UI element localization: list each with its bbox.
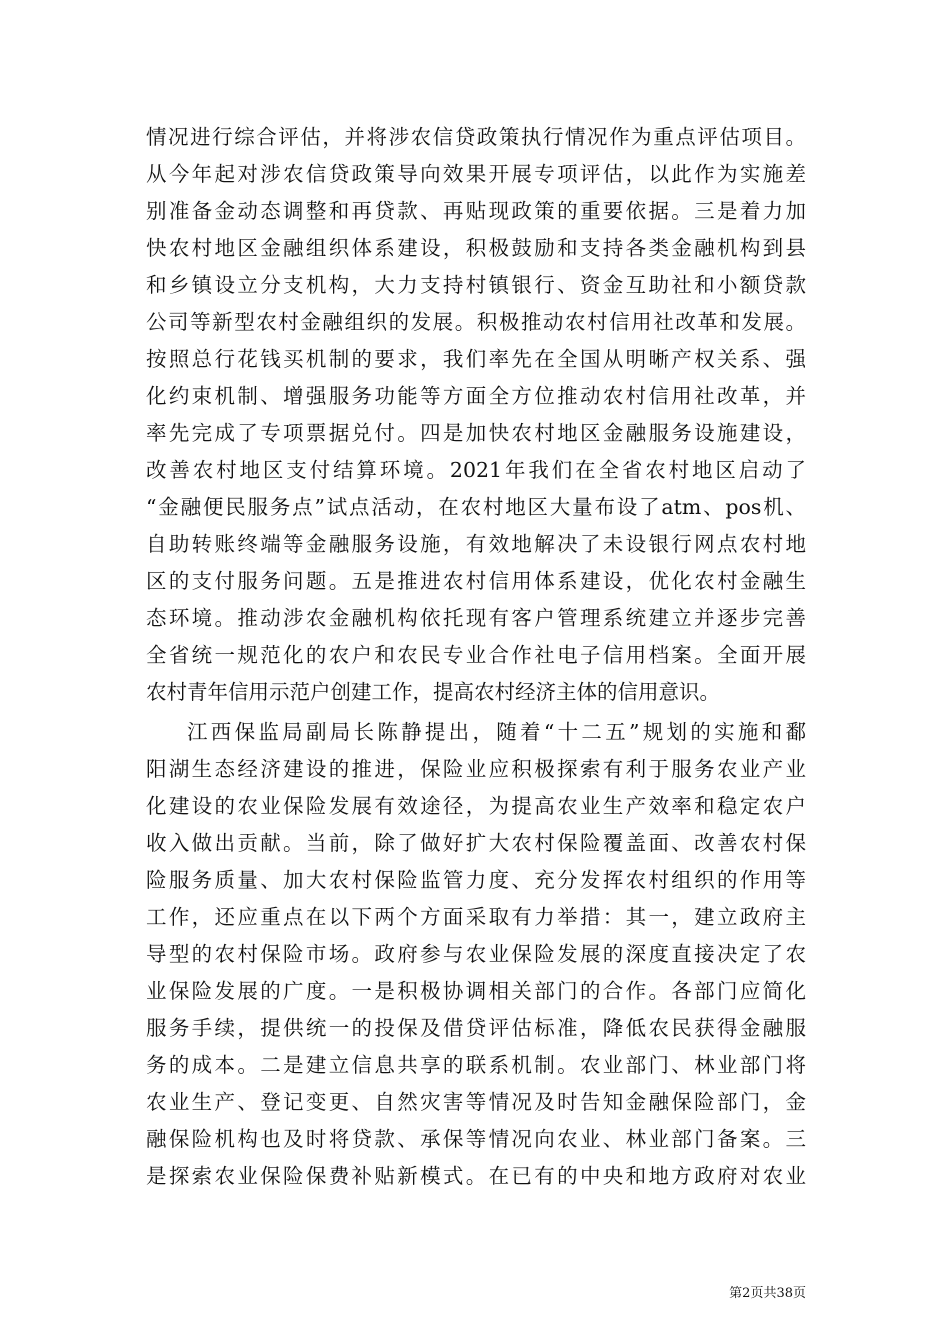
body-line: 险服务质量、加大农村保险监管力度、充分发挥农村组织的作用等 bbox=[146, 868, 806, 892]
body-line: 服务手续，提供统一的投保及借贷评估标准，降低农民获得金融服 bbox=[146, 1016, 806, 1040]
body-line: 改善农村地区支付结算环境。2021年我们在全省农村地区启动了 bbox=[146, 458, 806, 482]
body-line: 是探索农业保险保费补贴新模式。在已有的中央和地方政府对农业 bbox=[146, 1164, 806, 1188]
body-line: 收入做出贡献。当前，除了做好扩大农村保险覆盖面、改善农村保 bbox=[146, 831, 806, 855]
body-line: 率先完成了专项票据兑付。四是加快农村地区金融服务设施建设， bbox=[146, 421, 806, 445]
body-line: 融保险机构也及时将贷款、承保等情况向农业、林业部门备案。三 bbox=[146, 1127, 806, 1151]
body-line: 区的支付服务问题。五是推进农村信用体系建设，优化农村金融生 bbox=[146, 569, 806, 593]
page-number: 第2页共38页 bbox=[729, 1286, 806, 1301]
body-line: 农村青年信用示范户创建工作，提高农村经济主体的信用意识。 bbox=[146, 680, 720, 704]
body-line: 化建设的农业保险发展有效途径，为提高农业生产效率和稳定农户 bbox=[146, 794, 806, 818]
body-line: “金融便民服务点”试点活动，在农村地区大量布设了atm、pos机、 bbox=[146, 495, 806, 519]
body-line: 农业生产、登记变更、自然灾害等情况及时告知金融保险部门，金 bbox=[146, 1090, 806, 1114]
body-line: 阳湖生态经济建设的推进，保险业应积极探索有利于服务农业产业 bbox=[146, 757, 806, 781]
body-line: 情况进行综合评估，并将涉农信贷政策执行情况作为重点评估项目。 bbox=[146, 125, 806, 149]
body-line: 务的成本。二是建立信息共享的联系机制。农业部门、林业部门将 bbox=[146, 1053, 806, 1077]
body-line: 从今年起对涉农信贷政策导向效果开展专项评估，以此作为实施差 bbox=[146, 162, 806, 186]
body-line: 导型的农村保险市场。政府参与农业保险发展的深度直接决定了农 bbox=[146, 942, 806, 966]
body-line: 自助转账终端等金融服务设施，有效地解决了未设银行网点农村地 bbox=[146, 532, 806, 556]
body-line: 公司等新型农村金融组织的发展。积极推动农村信用社改革和发展。 bbox=[146, 310, 806, 334]
body-line: 工作，还应重点在以下两个方面采取有力举措：其一，建立政府主 bbox=[146, 905, 806, 929]
body-line: 按照总行花钱买机制的要求，我们率先在全国从明晰产权关系、强 bbox=[146, 347, 806, 371]
body-line: 和乡镇设立分支机构，大力支持村镇银行、资金互助社和小额贷款 bbox=[146, 273, 806, 297]
body-line: 别准备金动态调整和再贷款、再贴现政策的重要依据。三是着力加 bbox=[146, 199, 806, 223]
body-line: 全省统一规范化的农户和农民专业合作社电子信用档案。全面开展 bbox=[146, 643, 806, 667]
body-line: 态环境。推动涉农金融机构依托现有客户管理系统建立并逐步完善 bbox=[146, 606, 806, 630]
body-line: 业保险发展的广度。一是积极协调相关部门的合作。各部门应简化 bbox=[146, 979, 806, 1003]
body-line: 江西保监局副局长陈静提出，随着“十二五”规划的实施和鄱 bbox=[187, 720, 806, 744]
body-line: 快农村地区金融组织体系建设，积极鼓励和支持各类金融机构到县 bbox=[146, 236, 806, 260]
body-line: 化约束机制、增强服务功能等方面全方位推动农村信用社改革，并 bbox=[146, 384, 806, 408]
